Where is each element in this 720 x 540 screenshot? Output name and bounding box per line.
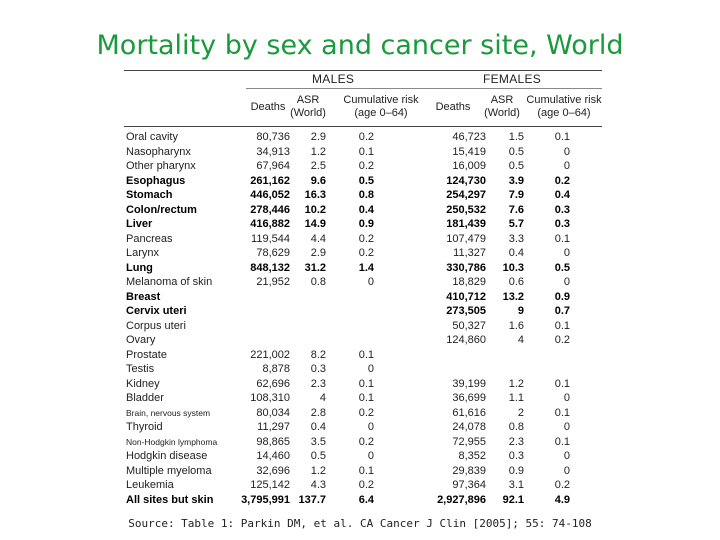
female-deaths-cell: 124,860 bbox=[446, 334, 486, 346]
female-deaths-cell: 29,839 bbox=[452, 464, 486, 477]
female-cumrisk-cell: 0 bbox=[563, 392, 570, 404]
male-deaths-cell: 80,736 bbox=[256, 131, 290, 143]
female-asr-cell: 0.5 bbox=[508, 160, 524, 172]
male-asr-cell: 14.9 bbox=[304, 218, 326, 230]
female-asr-cell: 3.3 bbox=[508, 232, 524, 245]
female-deaths-cell: 124,730 bbox=[446, 174, 486, 187]
female-cumrisk-cell: 4.9 bbox=[554, 493, 570, 506]
male-cumrisk-cell: 0.2 bbox=[358, 406, 374, 419]
female-cumrisk-cell: 0.1 bbox=[554, 319, 570, 332]
group-rule bbox=[246, 88, 602, 89]
male-deaths-cell: 119,544 bbox=[251, 232, 290, 245]
female-deaths-cell: 72,955 bbox=[452, 435, 486, 448]
cancer-site-label: Multiple myeloma bbox=[126, 464, 212, 477]
table-row bbox=[124, 217, 602, 232]
table-row bbox=[124, 333, 602, 348]
cancer-site-label: Kidney bbox=[126, 377, 160, 390]
male-cumrisk-cell: 0.2 bbox=[358, 435, 374, 448]
table-row bbox=[124, 232, 602, 247]
female-deaths-cell: 107,479 bbox=[446, 232, 486, 245]
cancer-site-label: Cervix uteri bbox=[126, 305, 187, 317]
cancer-site-label: Liver bbox=[126, 218, 153, 230]
male-asr-cell: 0.4 bbox=[310, 421, 326, 433]
female-cumrisk-cell: 0.5 bbox=[554, 261, 570, 274]
male-cumrisk-cell: 0.2 bbox=[358, 479, 374, 491]
female-deaths-cell: 24,078 bbox=[452, 421, 486, 433]
cancer-site-label: Corpus uteri bbox=[126, 319, 186, 332]
cancer-site-label: Melanoma of skin bbox=[126, 276, 213, 288]
male-deaths-cell: 848,132 bbox=[250, 261, 290, 274]
cancer-site-label: Pancreas bbox=[126, 232, 173, 245]
cancer-site-label: Bladder bbox=[126, 392, 164, 404]
male-asr-cell: 9.6 bbox=[310, 174, 326, 187]
female-asr-cell: 0.9 bbox=[508, 464, 524, 477]
table-row bbox=[124, 493, 602, 508]
female-asr-cell: 9 bbox=[517, 305, 524, 317]
female-cumrisk-cell: 0.3 bbox=[554, 203, 570, 216]
cancer-site-label: Leukemia bbox=[126, 479, 174, 491]
female-deaths-cell: 97,364 bbox=[452, 479, 486, 491]
female-asr-cell: 3.1 bbox=[508, 479, 524, 491]
table-row bbox=[124, 362, 602, 377]
male-asr-cell: 4.4 bbox=[310, 232, 326, 245]
female-cumrisk-cell: 0 bbox=[563, 247, 570, 259]
male-deaths-cell: 11,297 bbox=[257, 421, 290, 433]
male-cumrisk-cell: 0.2 bbox=[358, 247, 374, 259]
header-rule bbox=[124, 126, 602, 127]
male-deaths-cell: 8,878 bbox=[262, 363, 290, 375]
male-asr-header: ASR (World) bbox=[290, 94, 326, 119]
cancer-site-label: Non-Hodgkin lymphoma bbox=[126, 436, 218, 447]
cancer-site-label: Oral cavity bbox=[126, 131, 178, 143]
male-asr-cell: 0.3 bbox=[310, 363, 326, 375]
male-cumrisk-cell: 1.4 bbox=[358, 261, 374, 274]
male-cumrisk-cell: 0.8 bbox=[358, 189, 374, 201]
cancer-site-label: Nasopharynx bbox=[126, 145, 191, 158]
male-cumrisk-cell: 0.1 bbox=[358, 348, 374, 361]
female-cumrisk-cell: 0 bbox=[563, 450, 570, 462]
table-row bbox=[124, 290, 602, 305]
females-group-label: FEMALES bbox=[483, 72, 542, 86]
male-cumrisk-cell: 0.9 bbox=[358, 218, 374, 230]
male-deaths-cell: 278,446 bbox=[250, 203, 290, 216]
male-cumrisk-cell: 0.4 bbox=[358, 203, 374, 216]
female-deaths-cell: 2,927,896 bbox=[437, 493, 486, 506]
male-deaths-header: Deaths bbox=[250, 101, 286, 113]
female-deaths-cell: 39,199 bbox=[452, 377, 486, 390]
female-cumrisk-header: Cumulative risk (age 0–64) bbox=[526, 94, 602, 119]
male-asr-cell: 4.3 bbox=[310, 479, 326, 491]
male-deaths-cell: 80,034 bbox=[256, 406, 290, 419]
male-deaths-cell: 78,629 bbox=[256, 247, 290, 259]
male-cumrisk-cell: 0.1 bbox=[358, 464, 374, 477]
male-cumrisk-cell: 0 bbox=[367, 421, 374, 433]
female-asr-cell: 5.7 bbox=[508, 218, 524, 230]
table-row bbox=[124, 174, 602, 189]
male-cumrisk-cell: 0 bbox=[367, 363, 374, 375]
table-row bbox=[124, 319, 602, 334]
female-asr-cell: 13.2 bbox=[502, 290, 524, 303]
male-asr-cell: 0.8 bbox=[310, 276, 326, 288]
male-cumrisk-header: Cumulative risk (age 0–64) bbox=[343, 94, 419, 119]
female-asr-cell: 2 bbox=[517, 406, 524, 419]
male-asr-cell: 2.5 bbox=[310, 160, 326, 172]
female-asr-cell: 10.3 bbox=[502, 261, 524, 274]
male-deaths-cell: 416,882 bbox=[250, 218, 290, 230]
female-asr-cell: 0.3 bbox=[508, 450, 524, 462]
table-row bbox=[124, 420, 602, 435]
female-asr-header: ASR (World) bbox=[484, 94, 520, 119]
female-asr-cell: 92.1 bbox=[502, 493, 524, 506]
female-asr-cell: 0.6 bbox=[508, 276, 524, 288]
female-asr-cell: 0.5 bbox=[508, 145, 524, 158]
male-deaths-cell: 98,865 bbox=[256, 435, 290, 448]
female-deaths-cell: 330,786 bbox=[446, 261, 486, 274]
male-cumrisk-cell: 0.1 bbox=[358, 392, 374, 404]
male-deaths-cell: 261,162 bbox=[250, 174, 290, 187]
table-row bbox=[124, 159, 602, 174]
male-cumrisk-cell: 0.2 bbox=[358, 160, 374, 172]
female-deaths-cell: 11,327 bbox=[453, 247, 486, 259]
female-deaths-cell: 8,352 bbox=[458, 450, 486, 462]
female-deaths-cell: 46,723 bbox=[452, 131, 486, 143]
male-cumrisk-cell: 0.2 bbox=[358, 232, 374, 245]
male-asr-cell: 2.8 bbox=[310, 406, 326, 419]
male-cumrisk-cell: 0 bbox=[367, 276, 374, 288]
slide-title: Mortality by sex and cancer site, World bbox=[96, 30, 624, 61]
male-asr-cell: 2.3 bbox=[310, 377, 326, 390]
cancer-site-label: Testis bbox=[126, 363, 155, 375]
table-body bbox=[124, 130, 602, 507]
male-asr-cell: 2.9 bbox=[310, 247, 326, 259]
table-row bbox=[124, 435, 602, 450]
female-asr-cell: 7.6 bbox=[508, 203, 524, 216]
female-cumrisk-cell: 0.1 bbox=[554, 377, 570, 390]
cancer-site-label: Hodgkin disease bbox=[126, 450, 208, 462]
table-top-rule bbox=[124, 70, 602, 71]
female-cumrisk-cell: 0.1 bbox=[554, 131, 570, 143]
male-asr-cell: 0.5 bbox=[310, 450, 326, 462]
males-group-label: MALES bbox=[312, 72, 355, 86]
male-asr-cell: 1.2 bbox=[310, 145, 326, 158]
female-asr-cell: 3.9 bbox=[508, 174, 524, 187]
female-asr-cell: 2.3 bbox=[508, 435, 524, 448]
female-cumrisk-cell: 0.9 bbox=[554, 290, 570, 303]
cancer-site-label: Breast bbox=[126, 290, 161, 303]
female-asr-cell: 1.2 bbox=[508, 377, 524, 390]
female-cumrisk-cell: 0.2 bbox=[554, 174, 570, 187]
female-cumrisk-cell: 0 bbox=[563, 421, 570, 433]
female-cumrisk-cell: 0.1 bbox=[554, 232, 570, 245]
table-row bbox=[124, 188, 602, 203]
female-cumrisk-cell: 0 bbox=[563, 464, 570, 477]
male-cumrisk-cell: 0.1 bbox=[358, 377, 374, 390]
table-row bbox=[124, 406, 602, 421]
table-row bbox=[124, 464, 602, 479]
male-asr-cell: 137.7 bbox=[298, 493, 326, 506]
female-cumrisk-cell: 0.1 bbox=[554, 435, 570, 448]
source-citation: Source: Table 1: Parkin DM, et al. CA Cancer J Clin [2005]; 55: 74-108 bbox=[128, 517, 592, 530]
cancer-site-label: All sites but skin bbox=[126, 493, 214, 506]
table-row bbox=[124, 348, 602, 363]
male-deaths-cell: 221,002 bbox=[250, 348, 290, 361]
cancer-site-label: Thyroid bbox=[126, 421, 163, 433]
table-row bbox=[124, 377, 602, 392]
cancer-site-label: Stomach bbox=[126, 189, 173, 201]
female-deaths-cell: 15,419 bbox=[452, 145, 486, 158]
female-asr-cell: 4 bbox=[517, 334, 524, 346]
female-cumrisk-cell: 0 bbox=[563, 145, 570, 158]
female-deaths-cell: 36,699 bbox=[452, 392, 486, 404]
female-cumrisk-cell: 0.3 bbox=[554, 218, 570, 230]
cancer-site-label: Other pharynx bbox=[126, 160, 196, 172]
male-asr-cell: 2.9 bbox=[310, 131, 326, 143]
cancer-site-label: Larynx bbox=[126, 247, 160, 259]
female-deaths-cell: 181,439 bbox=[446, 218, 486, 230]
female-deaths-cell: 273,505 bbox=[446, 305, 486, 317]
table-row bbox=[124, 246, 602, 261]
cancer-site-label: Esophagus bbox=[126, 174, 186, 187]
table-row bbox=[124, 203, 602, 218]
cancer-site-label: Brain, nervous system bbox=[126, 407, 211, 418]
female-asr-cell: 0.8 bbox=[508, 421, 524, 433]
female-asr-cell: 1.6 bbox=[508, 319, 524, 332]
male-cumrisk-cell: 6.4 bbox=[358, 493, 374, 506]
male-deaths-cell: 67,964 bbox=[256, 160, 290, 172]
female-cumrisk-cell: 0.4 bbox=[554, 189, 570, 201]
male-deaths-cell: 14,460 bbox=[256, 450, 290, 462]
table-row bbox=[124, 130, 602, 145]
female-deaths-cell: 16,009 bbox=[452, 160, 486, 172]
cancer-site-label: Ovary bbox=[126, 334, 156, 346]
female-deaths-cell: 254,297 bbox=[446, 189, 486, 201]
male-asr-cell: 4 bbox=[319, 392, 326, 404]
female-deaths-cell: 61,616 bbox=[452, 406, 486, 419]
male-asr-cell: 8.2 bbox=[310, 348, 326, 361]
female-asr-cell: 1.5 bbox=[508, 131, 524, 143]
table-row bbox=[124, 304, 602, 319]
male-deaths-cell: 32,696 bbox=[256, 464, 290, 477]
table-row bbox=[124, 391, 602, 406]
mortality-table bbox=[124, 70, 602, 510]
male-deaths-cell: 446,052 bbox=[250, 189, 290, 201]
cancer-site-label: Colon/rectum bbox=[126, 203, 197, 216]
male-cumrisk-cell: 0.2 bbox=[358, 131, 374, 143]
cancer-site-label: Prostate bbox=[126, 348, 167, 361]
male-asr-cell: 1.2 bbox=[310, 464, 326, 477]
male-deaths-cell: 34,913 bbox=[256, 145, 290, 158]
male-asr-cell: 10.2 bbox=[304, 203, 326, 216]
female-deaths-cell: 410,712 bbox=[446, 290, 486, 303]
female-deaths-cell: 18,829 bbox=[452, 276, 486, 288]
female-cumrisk-cell: 0 bbox=[563, 160, 570, 172]
female-deaths-cell: 50,327 bbox=[452, 319, 486, 332]
female-deaths-cell: 250,532 bbox=[446, 203, 486, 216]
female-cumrisk-cell: 0.2 bbox=[554, 334, 570, 346]
table-row bbox=[124, 478, 602, 493]
table-row bbox=[124, 261, 602, 276]
table-row bbox=[124, 275, 602, 290]
male-deaths-cell: 108,310 bbox=[250, 392, 290, 404]
female-cumrisk-cell: 0 bbox=[563, 276, 570, 288]
female-asr-cell: 1.1 bbox=[508, 392, 524, 404]
male-cumrisk-cell: 0.1 bbox=[358, 145, 374, 158]
male-cumrisk-cell: 0.5 bbox=[358, 174, 374, 187]
table-row bbox=[124, 145, 602, 160]
male-deaths-cell: 21,952 bbox=[256, 276, 290, 288]
female-cumrisk-cell: 0.2 bbox=[554, 479, 570, 491]
female-asr-cell: 0.4 bbox=[508, 247, 524, 259]
male-asr-cell: 16.3 bbox=[304, 189, 326, 201]
male-deaths-cell: 125,142 bbox=[250, 479, 290, 491]
cancer-site-label: Lung bbox=[126, 261, 153, 274]
male-cumrisk-cell: 0 bbox=[367, 450, 374, 462]
male-asr-cell: 3.5 bbox=[310, 435, 326, 448]
female-cumrisk-cell: 0.7 bbox=[554, 305, 570, 317]
table-row bbox=[124, 449, 602, 464]
male-deaths-cell: 3,795,991 bbox=[241, 493, 290, 506]
male-deaths-cell: 62,696 bbox=[256, 377, 290, 390]
female-cumrisk-cell: 0.1 bbox=[554, 406, 570, 419]
female-asr-cell: 7.9 bbox=[508, 189, 524, 201]
male-asr-cell: 31.2 bbox=[304, 261, 326, 274]
female-deaths-header: Deaths bbox=[435, 101, 471, 113]
